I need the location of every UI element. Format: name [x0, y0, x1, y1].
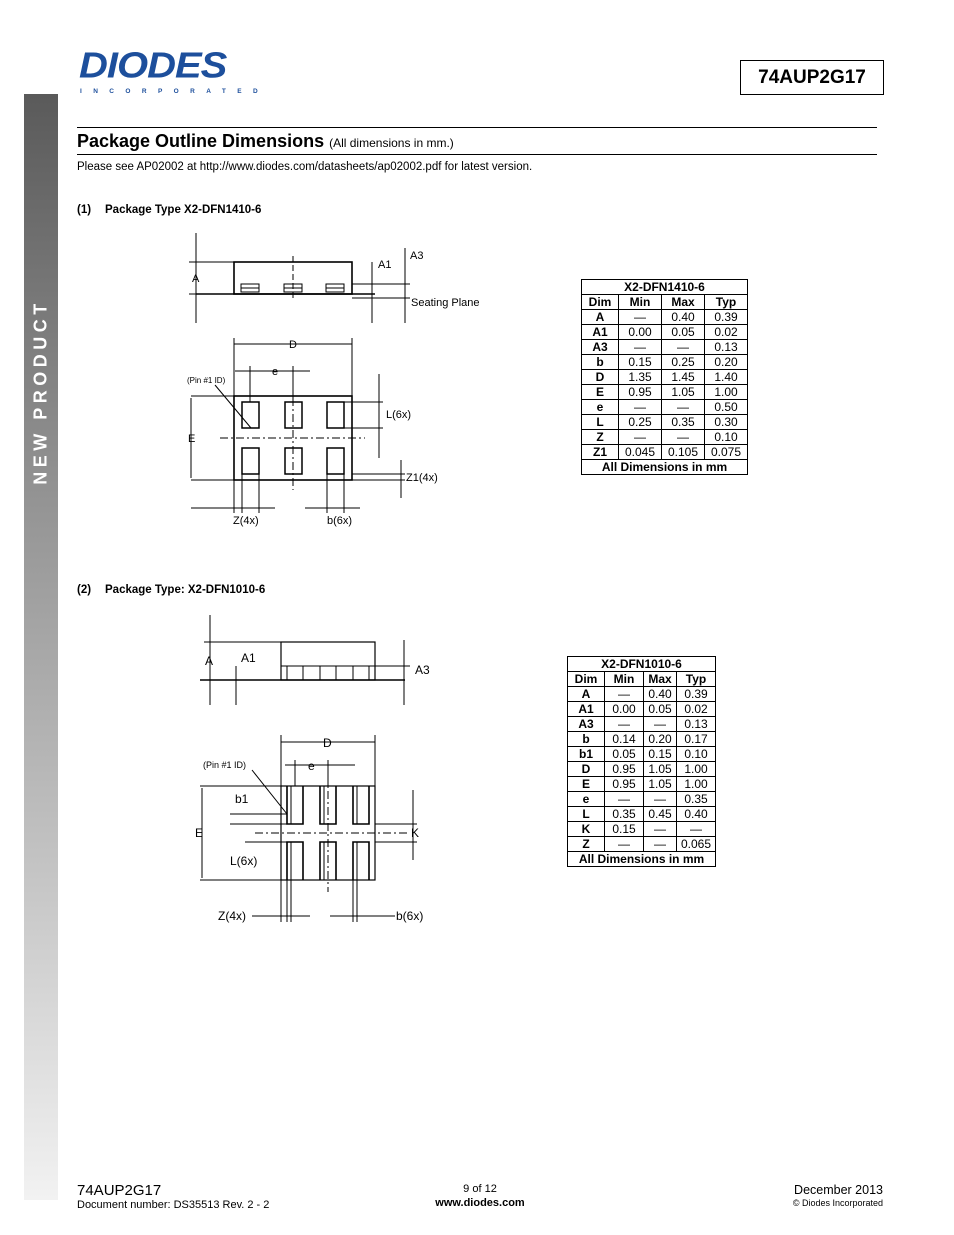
- table-row: [568, 687, 716, 702]
- table-row: [582, 400, 748, 415]
- label-D: D: [289, 339, 297, 351]
- label-A1: A1: [378, 259, 392, 271]
- label-A3: A3: [415, 663, 430, 677]
- dimension-name: b1: [568, 747, 605, 762]
- dimension-value: 0.05: [662, 325, 705, 340]
- dimension-value: 1.35: [619, 370, 662, 385]
- table-2-footer: All Dimensions in mm: [568, 852, 716, 867]
- table-2-col-max: Max: [644, 672, 677, 687]
- label-b: b(6x): [327, 515, 353, 527]
- label-b: b(6x): [396, 909, 424, 923]
- package-2-drawing: [190, 610, 450, 930]
- dimension-value: 0.10: [705, 430, 748, 445]
- table-row: [568, 747, 716, 762]
- dimension-value: —: [662, 430, 705, 445]
- table-2-col-min: Min: [605, 672, 644, 687]
- dimension-value: 1.05: [644, 762, 677, 777]
- dimension-table-1: [581, 279, 748, 475]
- dimension-value: —: [619, 310, 662, 325]
- title-rule-top: [77, 127, 877, 128]
- table-row: [568, 702, 716, 717]
- table-1-title: X2-DFN1410-6: [582, 280, 748, 295]
- company-logo: DIODES: [79, 46, 227, 86]
- dimension-name: A: [582, 310, 619, 325]
- dimension-value: 0.30: [705, 415, 748, 430]
- table-row: [568, 732, 716, 747]
- dimension-value: 1.00: [677, 777, 716, 792]
- dimension-value: —: [605, 687, 644, 702]
- footer-website-link[interactable]: www.diodes.com: [435, 1197, 525, 1209]
- package-2-heading: (2) Package Type: X2-DFN1010-6: [77, 584, 266, 596]
- dimension-value: 0.13: [705, 340, 748, 355]
- dimension-value: 0.00: [619, 325, 662, 340]
- dimension-name: E: [568, 777, 605, 792]
- dimension-name: e: [568, 792, 605, 807]
- dimension-value: —: [644, 837, 677, 852]
- dimension-name: A3: [582, 340, 619, 355]
- dimension-name: L: [568, 807, 605, 822]
- dimension-value: 0.075: [705, 445, 748, 460]
- dimension-value: —: [644, 717, 677, 732]
- table-row: [582, 355, 748, 370]
- table-row: [568, 792, 716, 807]
- dimension-name: b: [568, 732, 605, 747]
- dimension-value: 0.50: [705, 400, 748, 415]
- label-e: e: [272, 366, 279, 378]
- dimension-value: 0.39: [705, 310, 748, 325]
- dimension-value: —: [619, 430, 662, 445]
- table-2-title: X2-DFN1010-6: [568, 657, 716, 672]
- dimension-value: 0.95: [605, 777, 644, 792]
- dimension-name: D: [582, 370, 619, 385]
- table-row: [582, 325, 748, 340]
- dimension-value: 0.20: [644, 732, 677, 747]
- dimension-value: 0.05: [644, 702, 677, 717]
- table-1-footer: All Dimensions in mm: [582, 460, 748, 475]
- section-subtitle: (All dimensions in mm.): [329, 136, 454, 150]
- label-E: E: [195, 826, 204, 840]
- footer-copyright: © Diodes Incorporated: [792, 1198, 883, 1208]
- dimension-value: —: [677, 822, 716, 837]
- table-row: [582, 340, 748, 355]
- dimension-value: 0.95: [619, 385, 662, 400]
- dimension-value: —: [644, 822, 677, 837]
- dimension-name: L: [582, 415, 619, 430]
- table-row: [568, 807, 716, 822]
- dimension-table-2: [567, 656, 716, 867]
- dimension-value: 0.35: [662, 415, 705, 430]
- dimension-value: 1.05: [644, 777, 677, 792]
- dimension-value: 0.05: [605, 747, 644, 762]
- footer-document-number: Document number: DS35513 Rev. 2 - 2: [77, 1199, 270, 1211]
- dimension-value: 0.15: [605, 822, 644, 837]
- label-A3: A3: [410, 250, 424, 262]
- label-seating-plane: Seating Plane: [411, 297, 480, 309]
- dimension-name: D: [568, 762, 605, 777]
- label-b1: b1: [235, 792, 249, 806]
- dimension-name: Z: [582, 430, 619, 445]
- label-e: e: [308, 759, 315, 773]
- dimension-value: —: [605, 837, 644, 852]
- table-1-col-min: Min: [619, 295, 662, 310]
- dimension-value: —: [605, 717, 644, 732]
- dimension-value: 0.25: [619, 415, 662, 430]
- label-pin1-id: (Pin #1 ID): [187, 376, 226, 385]
- dimension-value: 0.40: [662, 310, 705, 325]
- package-1-drawing: [175, 228, 505, 538]
- label-D: D: [323, 736, 332, 750]
- table-row: [568, 837, 716, 852]
- label-A1: A1: [241, 651, 256, 665]
- table-row: [568, 777, 716, 792]
- dimension-value: 0.105: [662, 445, 705, 460]
- table-2-col-typ: Typ: [677, 672, 716, 687]
- label-E: E: [188, 433, 196, 445]
- table-1-col-max: Max: [662, 295, 705, 310]
- table-row: [582, 430, 748, 445]
- title-rule-bottom: [77, 154, 877, 155]
- dimension-value: 1.05: [662, 385, 705, 400]
- side-band: [24, 94, 58, 1200]
- table-row: [582, 445, 748, 460]
- dimension-value: 1.00: [705, 385, 748, 400]
- dimension-value: 1.40: [705, 370, 748, 385]
- dimension-value: —: [662, 340, 705, 355]
- dimension-value: 0.40: [677, 807, 716, 822]
- table-row: [568, 717, 716, 732]
- dimension-value: 0.00: [605, 702, 644, 717]
- section-title: Package Outline Dimensions (All dimensions in mm.): [77, 131, 454, 151]
- part-number-box: 74AUP2G17: [740, 60, 884, 95]
- dimension-name: K: [568, 822, 605, 837]
- dimension-value: 0.065: [677, 837, 716, 852]
- dimension-value: 0.35: [677, 792, 716, 807]
- dimension-value: —: [644, 792, 677, 807]
- dimension-value: 0.10: [677, 747, 716, 762]
- dimension-name: E: [582, 385, 619, 400]
- label-Z: Z(4x): [233, 515, 259, 527]
- package-1-heading: (1) Package Type X2-DFN1410-6: [77, 204, 262, 216]
- side-label: NEW PRODUCT: [30, 299, 51, 485]
- label-pin1-id: (Pin #1 ID): [203, 760, 247, 770]
- label-A: A: [192, 273, 200, 285]
- table-1-col-dim: Dim: [582, 295, 619, 310]
- dimension-value: 0.39: [677, 687, 716, 702]
- dimension-value: —: [619, 400, 662, 415]
- dimension-value: 0.13: [677, 717, 716, 732]
- table-row: [568, 822, 716, 837]
- label-Z1: Z1(4x): [406, 472, 438, 484]
- table-row: [582, 310, 748, 325]
- label-K: K: [411, 826, 420, 840]
- dimension-name: A1: [568, 702, 605, 717]
- table-row: [582, 415, 748, 430]
- dimension-value: 0.15: [644, 747, 677, 762]
- dimension-value: 0.14: [605, 732, 644, 747]
- dimension-value: 0.15: [619, 355, 662, 370]
- dimension-name: Z: [568, 837, 605, 852]
- table-2-col-dim: Dim: [568, 672, 605, 687]
- label-L: L(6x): [230, 854, 258, 868]
- dimension-value: 0.20: [705, 355, 748, 370]
- table-row: [582, 370, 748, 385]
- label-L: L(6x): [386, 409, 412, 421]
- dimension-value: 1.00: [677, 762, 716, 777]
- dimension-value: 1.45: [662, 370, 705, 385]
- footer-part-number: 74AUP2G17: [77, 1182, 162, 1199]
- dimension-name: A3: [568, 717, 605, 732]
- dimension-name: e: [582, 400, 619, 415]
- dimension-name: Z1: [582, 445, 619, 460]
- dimension-name: A1: [582, 325, 619, 340]
- dimension-name: b: [582, 355, 619, 370]
- dimension-value: —: [619, 340, 662, 355]
- section-note: Please see AP02002 at http://www.diodes.com/datasheets/ap02002.pdf for latest version.: [77, 161, 533, 173]
- dimension-value: 0.40: [644, 687, 677, 702]
- dimension-value: 0.17: [677, 732, 716, 747]
- label-Z: Z(4x): [218, 909, 246, 923]
- table-row: [582, 385, 748, 400]
- table-row: [568, 762, 716, 777]
- dimension-value: —: [605, 792, 644, 807]
- dimension-value: 0.045: [619, 445, 662, 460]
- dimension-name: A: [568, 687, 605, 702]
- dimension-value: 0.35: [605, 807, 644, 822]
- dimension-value: —: [662, 400, 705, 415]
- dimension-value: 0.02: [677, 702, 716, 717]
- dimension-value: 0.45: [644, 807, 677, 822]
- dimension-value: 0.95: [605, 762, 644, 777]
- footer-date: December 2013: [794, 1183, 883, 1197]
- company-logo-subline: INCORPORATED: [80, 88, 270, 95]
- table-1-col-typ: Typ: [705, 295, 748, 310]
- label-A: A: [205, 654, 214, 668]
- footer-page-number: 9 of 12: [463, 1183, 497, 1195]
- dimension-value: 0.02: [705, 325, 748, 340]
- dimension-value: 0.25: [662, 355, 705, 370]
